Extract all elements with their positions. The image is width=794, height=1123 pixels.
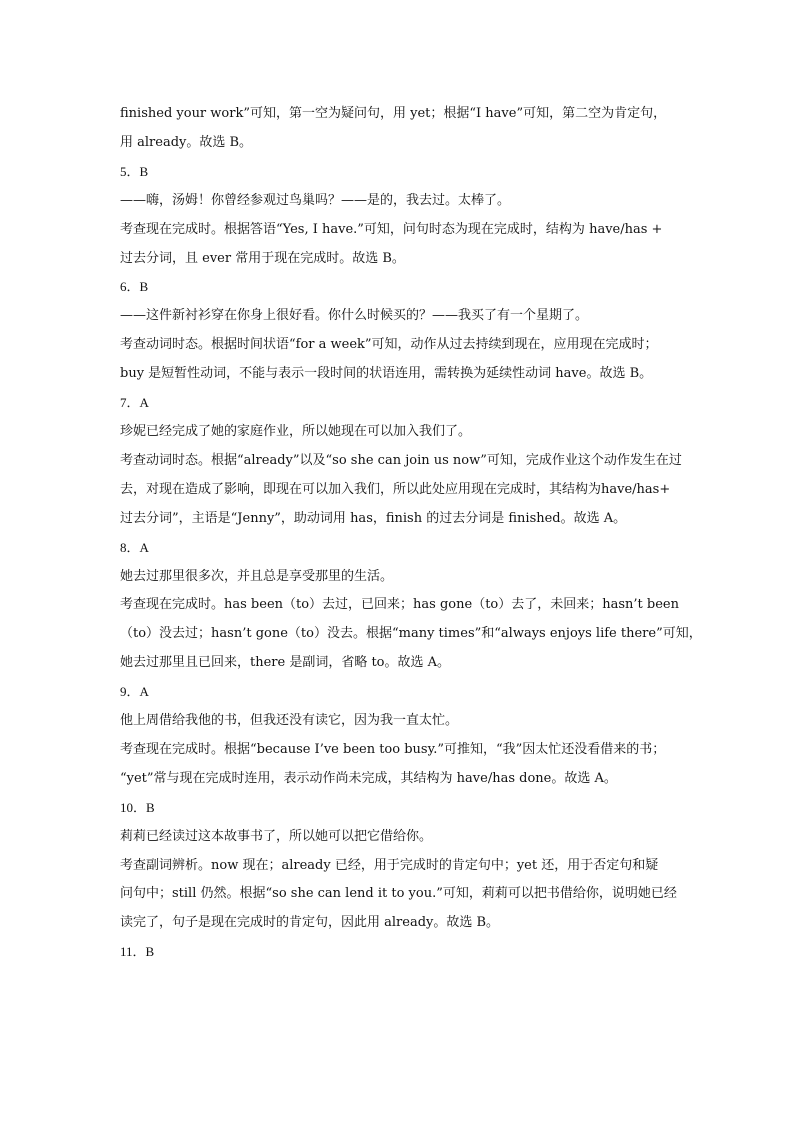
text-line: 考查现在完成时。根据“because I’ve been too busy.”可推知，“我”因太忙还没看借来的书； xyxy=(120,741,666,757)
question-answer: 7．A xyxy=(120,395,149,411)
answer-explanations xyxy=(120,100,702,967)
text-line: 考查动词时态。根据时间状语“for a week”可知，动作从过去持续到现在，应用现在完成时； xyxy=(120,337,658,353)
text-line: 读完了，句子是现在完成时的肯定句，因此用 already。故选 B。 xyxy=(120,915,500,931)
text-line: 考查副词辨析。now 现在；already 已经，用于完成时的肯定句中；yet 还，用于否定句和疑 xyxy=(120,857,659,873)
text-line: 她去过那里且已回来，there 是副词，省略 to。故选 A。 xyxy=(120,655,451,671)
text-line: 去，对现在造成了影响，即现在可以加入我们，所以此处应用现在完成时，其结构为have/has+ xyxy=(120,481,671,497)
text-line: 考查动词时态。根据“already”以及“so she can join us now”可知，完成作业这个动作发生在过 xyxy=(120,452,682,468)
translation-line: 她去过那里很多次，并且总是享受那里的生活。 xyxy=(120,568,394,584)
text-line: 用 already。故选 B。 xyxy=(120,134,253,150)
text-line: finished your work”可知，第一空为疑问句，用 yet；根据“I have”可知，第二空为肯定句， xyxy=(120,106,667,121)
question-answer: 8．A xyxy=(120,539,149,555)
translation-line: ——这件新衬衫穿在你身上很好看。你什么时候买的？——我买了有一个星期了。 xyxy=(120,308,589,324)
text-line: buy 是短暂性动词，不能与表示一段时间的状语连用，需转换为延续性动词 have。故选 B。 xyxy=(120,366,653,382)
translation-line: ——嗨，汤姆！你曾经参观过鸟巢吗？——是的，我去过。太棒了。 xyxy=(120,192,511,208)
question-answer: 6．B xyxy=(120,279,149,295)
translation-line: 莉莉已经读过这本故事书了，所以她可以把它借给你。 xyxy=(120,828,433,844)
translation-line: 珍妮已经完成了她的家庭作业，所以她现在可以加入我们了。 xyxy=(120,423,472,439)
translation-line: 他上周借给我他的书，但我还没有读它，因为我一直太忙。 xyxy=(120,713,459,729)
question-answer: 10．B xyxy=(120,799,155,815)
question-answer: 11．B xyxy=(120,944,155,960)
text-line: 过去分词，且 ever 常用于现在完成时。故选 B。 xyxy=(120,250,405,266)
question-answer: 5．B xyxy=(120,163,149,179)
text-line: “yet”常与现在完成时连用，表示动作尚未完成，其结构为 have/has done。故选 A。 xyxy=(120,770,617,786)
text-line: 考查现在完成时。根据答语“Yes, I have.”可知，问句时态为现在完成时，结构为 have/has + xyxy=(120,221,663,237)
text-line: 过去分词”，主语是“Jenny”，助动词用 has，finish 的过去分词是 finished。故选 A。 xyxy=(120,510,627,526)
text-line: （to）没去过；hasn’t gone（to）没去。根据“many times”和“always enjoys life there”可知， xyxy=(120,626,702,642)
question-answer: 9．A xyxy=(120,684,149,700)
text-line: 问句中；still 仍然。根据“so she can lend it to you.”可知，莉莉可以把书借给你，说明她已经 xyxy=(120,886,677,902)
text-line: 考查现在完成时。has been（to）去过，已回来；has gone（to）去了，未回来；hasn’t been xyxy=(120,597,679,613)
